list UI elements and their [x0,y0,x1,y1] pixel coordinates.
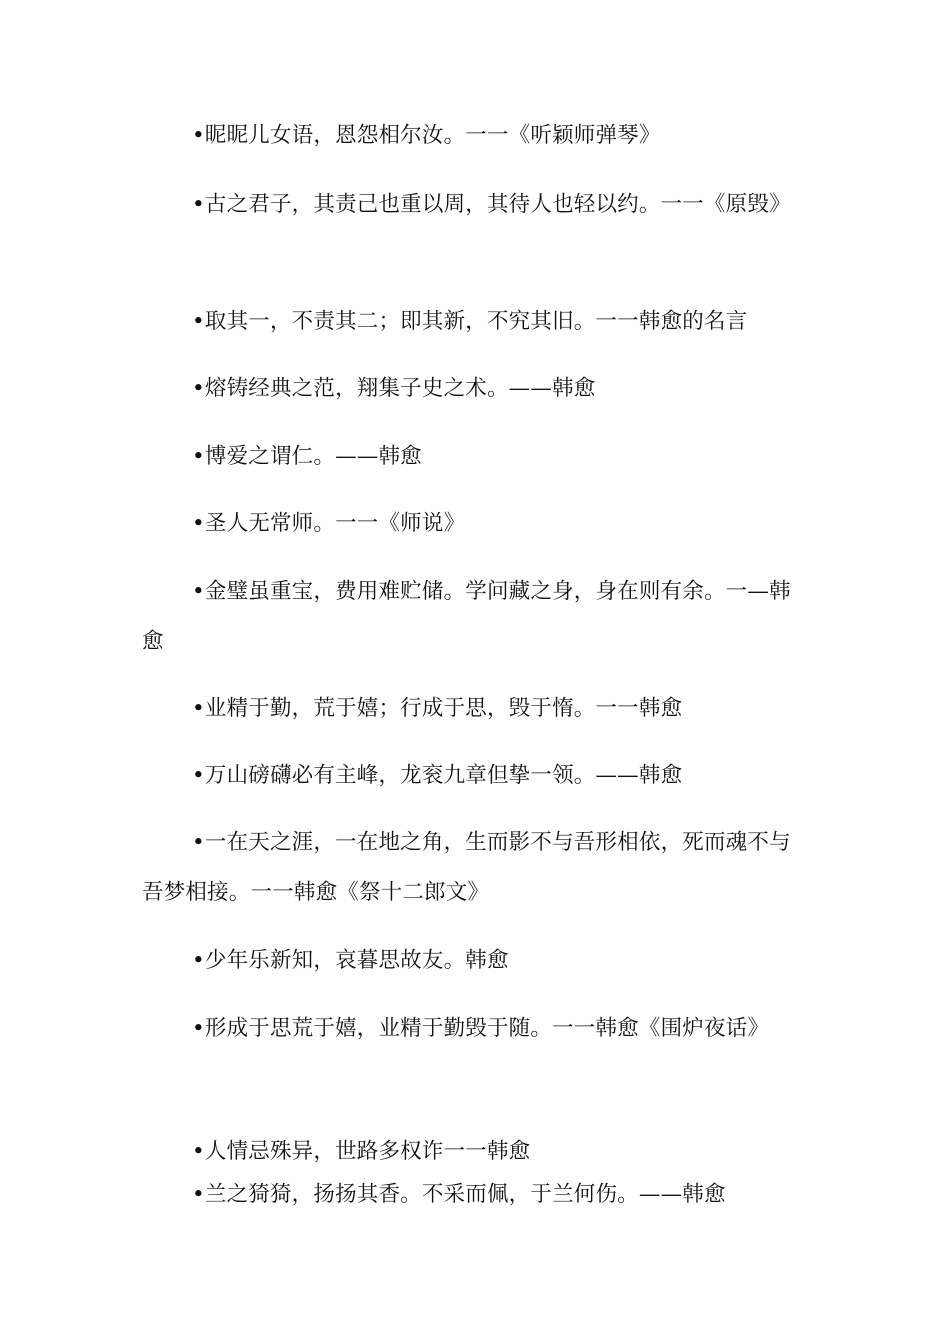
quote-paragraph: •人情忌殊异，世路多权诈一一韩愈 [192,1139,531,1164]
quote-paragraph: •形成于思荒于嬉，业精于勤毁于随。一一韩愈《围炉夜话》 [192,1016,770,1041]
quote-paragraph: •取其一，不责其二；即其新，不究其旧。一一韩愈的名言 [192,309,748,334]
quote-paragraph: •业精于勤，荒于嬉；行成于思，毁于惰。一一韩愈 [192,696,683,721]
quote-paragraph: •熔铸经典之范，翔集子史之术。——韩愈 [192,376,596,401]
quote-paragraph: •博爱之谓仁。——韩愈 [192,444,422,469]
quote-paragraph: •万山磅礴必有主峰，龙衮九章但挚一领。——韩愈 [192,763,683,788]
quote-paragraph: •兰之猗猗，扬扬其香。不采而佩，于兰何伤。——韩愈 [192,1182,726,1207]
quote-paragraph: •圣人无常师。一一《师说》 [192,511,466,536]
quote-paragraph: •古之君子，其责己也重以周，其待人也轻以约。一一《原毁》 [192,192,791,217]
quote-paragraph: •一在天之涯，一在地之角，生而影不与吾形相依，死而魂不与吾梦相接。一一韩愈《祭十二郎文》 [142,830,791,905]
quote-paragraph: •金璧虽重宝，费用难贮储。学问藏之身，身在则有余。一—韩愈 [142,579,791,654]
quote-paragraph: •少年乐新知，哀暮思故友。韩愈 [192,948,509,973]
quote-paragraph: •昵昵儿女语，恩怨相尔汝。一一《听颖师弹琴》 [192,123,661,148]
